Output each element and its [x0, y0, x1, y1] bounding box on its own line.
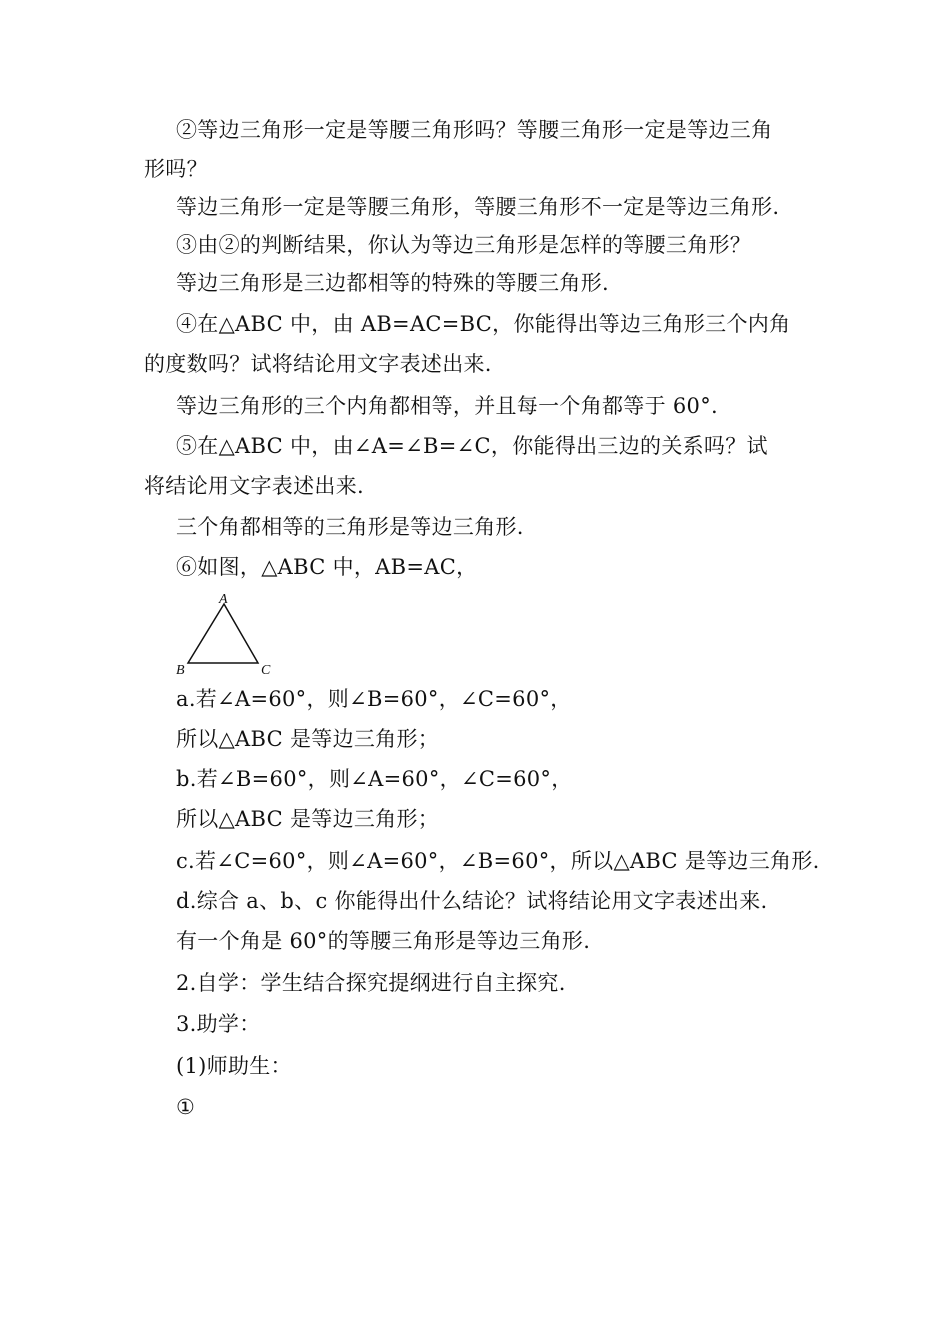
vertex-label-c: C	[261, 663, 271, 678]
answer-4: 等边三角形的三个内角都相等，并且每一个角都等于 60°.	[176, 394, 718, 418]
answer-5: 三个角都相等的三角形是等边三角形.	[176, 515, 524, 539]
case-c: c.若∠C=60°，则∠A=60°，∠B=60°，所以△ABC 是等边三角形.	[176, 849, 820, 873]
question-5-line-2: 将结论用文字表述出来.	[144, 474, 364, 498]
conclusion-6: 有一个角是 60°的等腰三角形是等边三角形.	[176, 929, 591, 953]
question-2-line-1: ②等边三角形一定是等腰三角形吗？等腰三角形一定是等边三角	[176, 118, 773, 142]
item-marker-1: ①	[176, 1095, 196, 1119]
question-4-line-2: 的度数吗？试将结论用文字表述出来.	[144, 352, 492, 376]
vertex-label-a: A	[219, 592, 228, 607]
question-4-line-1: ④在△ABC 中，由 AB=AC=BC，你能得出等边三角形三个内角	[176, 312, 791, 336]
vertex-label-b: B	[176, 663, 185, 678]
case-a-line-1: a.若∠A=60°，则∠B=60°，∠C=60°，	[176, 687, 572, 711]
case-b-line-2: 所以△ABC 是等边三角形；	[176, 807, 440, 831]
teacher-helps-student-heading: (1)师助生：	[176, 1054, 292, 1078]
answer-2: 等边三角形一定是等腰三角形，等腰三角形不一定是等边三角形.	[176, 195, 780, 219]
triangle-figure	[170, 590, 280, 680]
triangle-diagram	[170, 590, 280, 680]
case-a-line-2: 所以△ABC 是等边三角形；	[176, 727, 440, 751]
assist-study-heading: 3.助学：	[176, 1012, 261, 1036]
question-6-intro: ⑥如图，△ABC 中，AB=AC，	[176, 555, 478, 579]
answer-3: 等边三角形是三边都相等的特殊的等腰三角形.	[176, 271, 609, 295]
triangle-abc-shape	[188, 604, 258, 663]
case-b-line-1: b.若∠B=60°，则∠A=60°，∠C=60°，	[176, 767, 573, 791]
case-d: d.综合 a、b、c 你能得出什么结论？试将结论用文字表述出来.	[176, 889, 768, 913]
self-study-heading: 2.自学：学生结合探究提纲进行自主探究.	[176, 971, 566, 995]
question-5-line-1: ⑤在△ABC 中，由∠A=∠B=∠C，你能得出三边的关系吗？试	[176, 434, 768, 458]
question-3: ③由②的判断结果，你认为等边三角形是怎样的等腰三角形？	[176, 233, 752, 257]
question-2-line-2: 形吗？	[144, 157, 208, 181]
